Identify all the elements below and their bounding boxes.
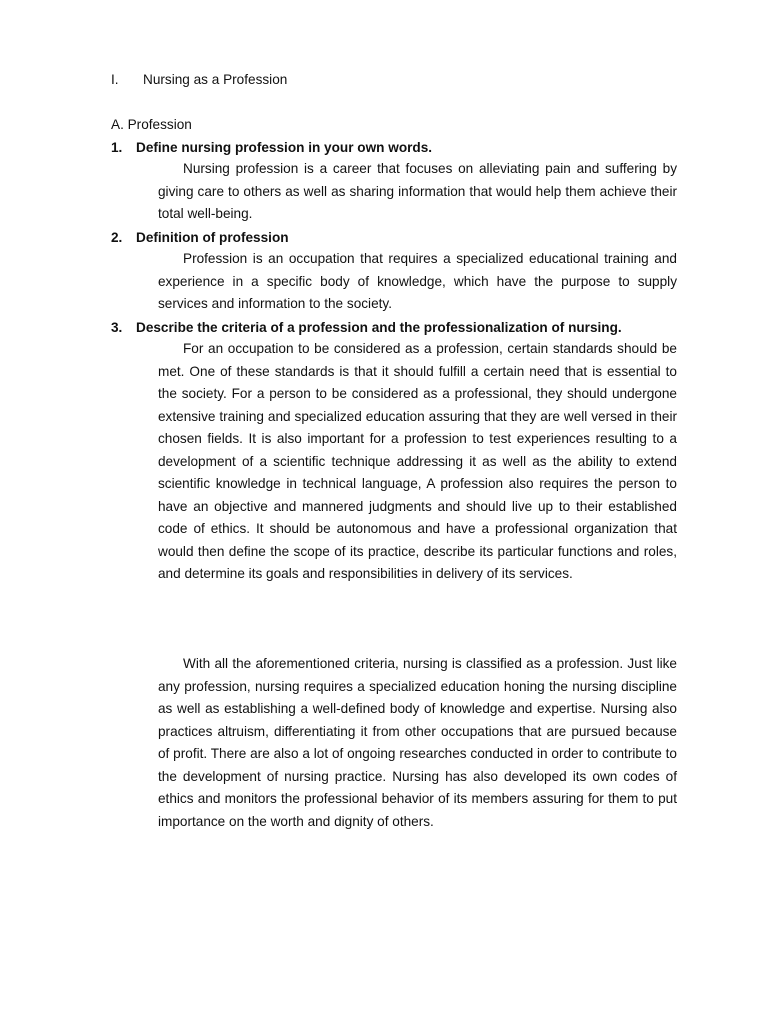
section-title: Nursing as a Profession [143,72,288,87]
question-number: 2. [111,230,123,245]
section-roman-numeral: I. [111,72,119,87]
question-text: Definition of profession [136,230,289,245]
question-2-answer-paragraph: Profession is an occupation that requires a specialized educational training and experience in a specific body of knowledge, which have the purpose to supply services and information to the society. [158,251,677,311]
question-3-answer-paragraph-1: For an occupation to be considered as a profession, certain standards should be met. One of these standards is that it should fulfill a certain need that is essential to the society. For a person to be considered as a professional, they should undergone extensive training and specialized education assuring that they are well versed in their chosen fields. It is also important for a profession to test experiences resulting to a development of a scientific technique addressing it as well as the ability to extend scientific knowledge in technical language, A profession also requires the person to have an objective and mannered judgments and should live up to their established code of ethics. It should be autonomous and have a professional organization that would then define the scope of its practice, describe its particular functions and roles, and determine its goals and responsibilities in delivery of its services. [158,341,677,581]
subsection-heading: A. Profession [111,117,192,132]
question-1-answer-paragraph: Nursing profession is a career that focuses on alleviating pain and suffering by giving care to others as well as sharing information that would help them achieve their total well-being. [158,161,677,221]
question-text: Describe the criteria of a profession and the professionalization of nursing. [136,320,622,335]
question-number: 1. [111,140,123,155]
question-number: 3. [111,320,123,335]
question-text: Define nursing profession in your own words. [136,140,433,155]
question-3-answer-paragraph-2: With all the aforementioned criteria, nursing is classified as a profession. Just like any profession, nursing requires a specialized education honing the nursing discipline as well as establishing a well-defined body of knowledge and expertise. Nursing also practices altruism, differentiating it from other occupations that are pursued because of profit. There are also a lot of ongoing researches conducted in order to contribute to the development of nursing practice. Nursing has also developed its own codes of ethics and monitors the professional behavior of its members assuring for them to put importance on the worth and dignity of others. [158,656,677,829]
